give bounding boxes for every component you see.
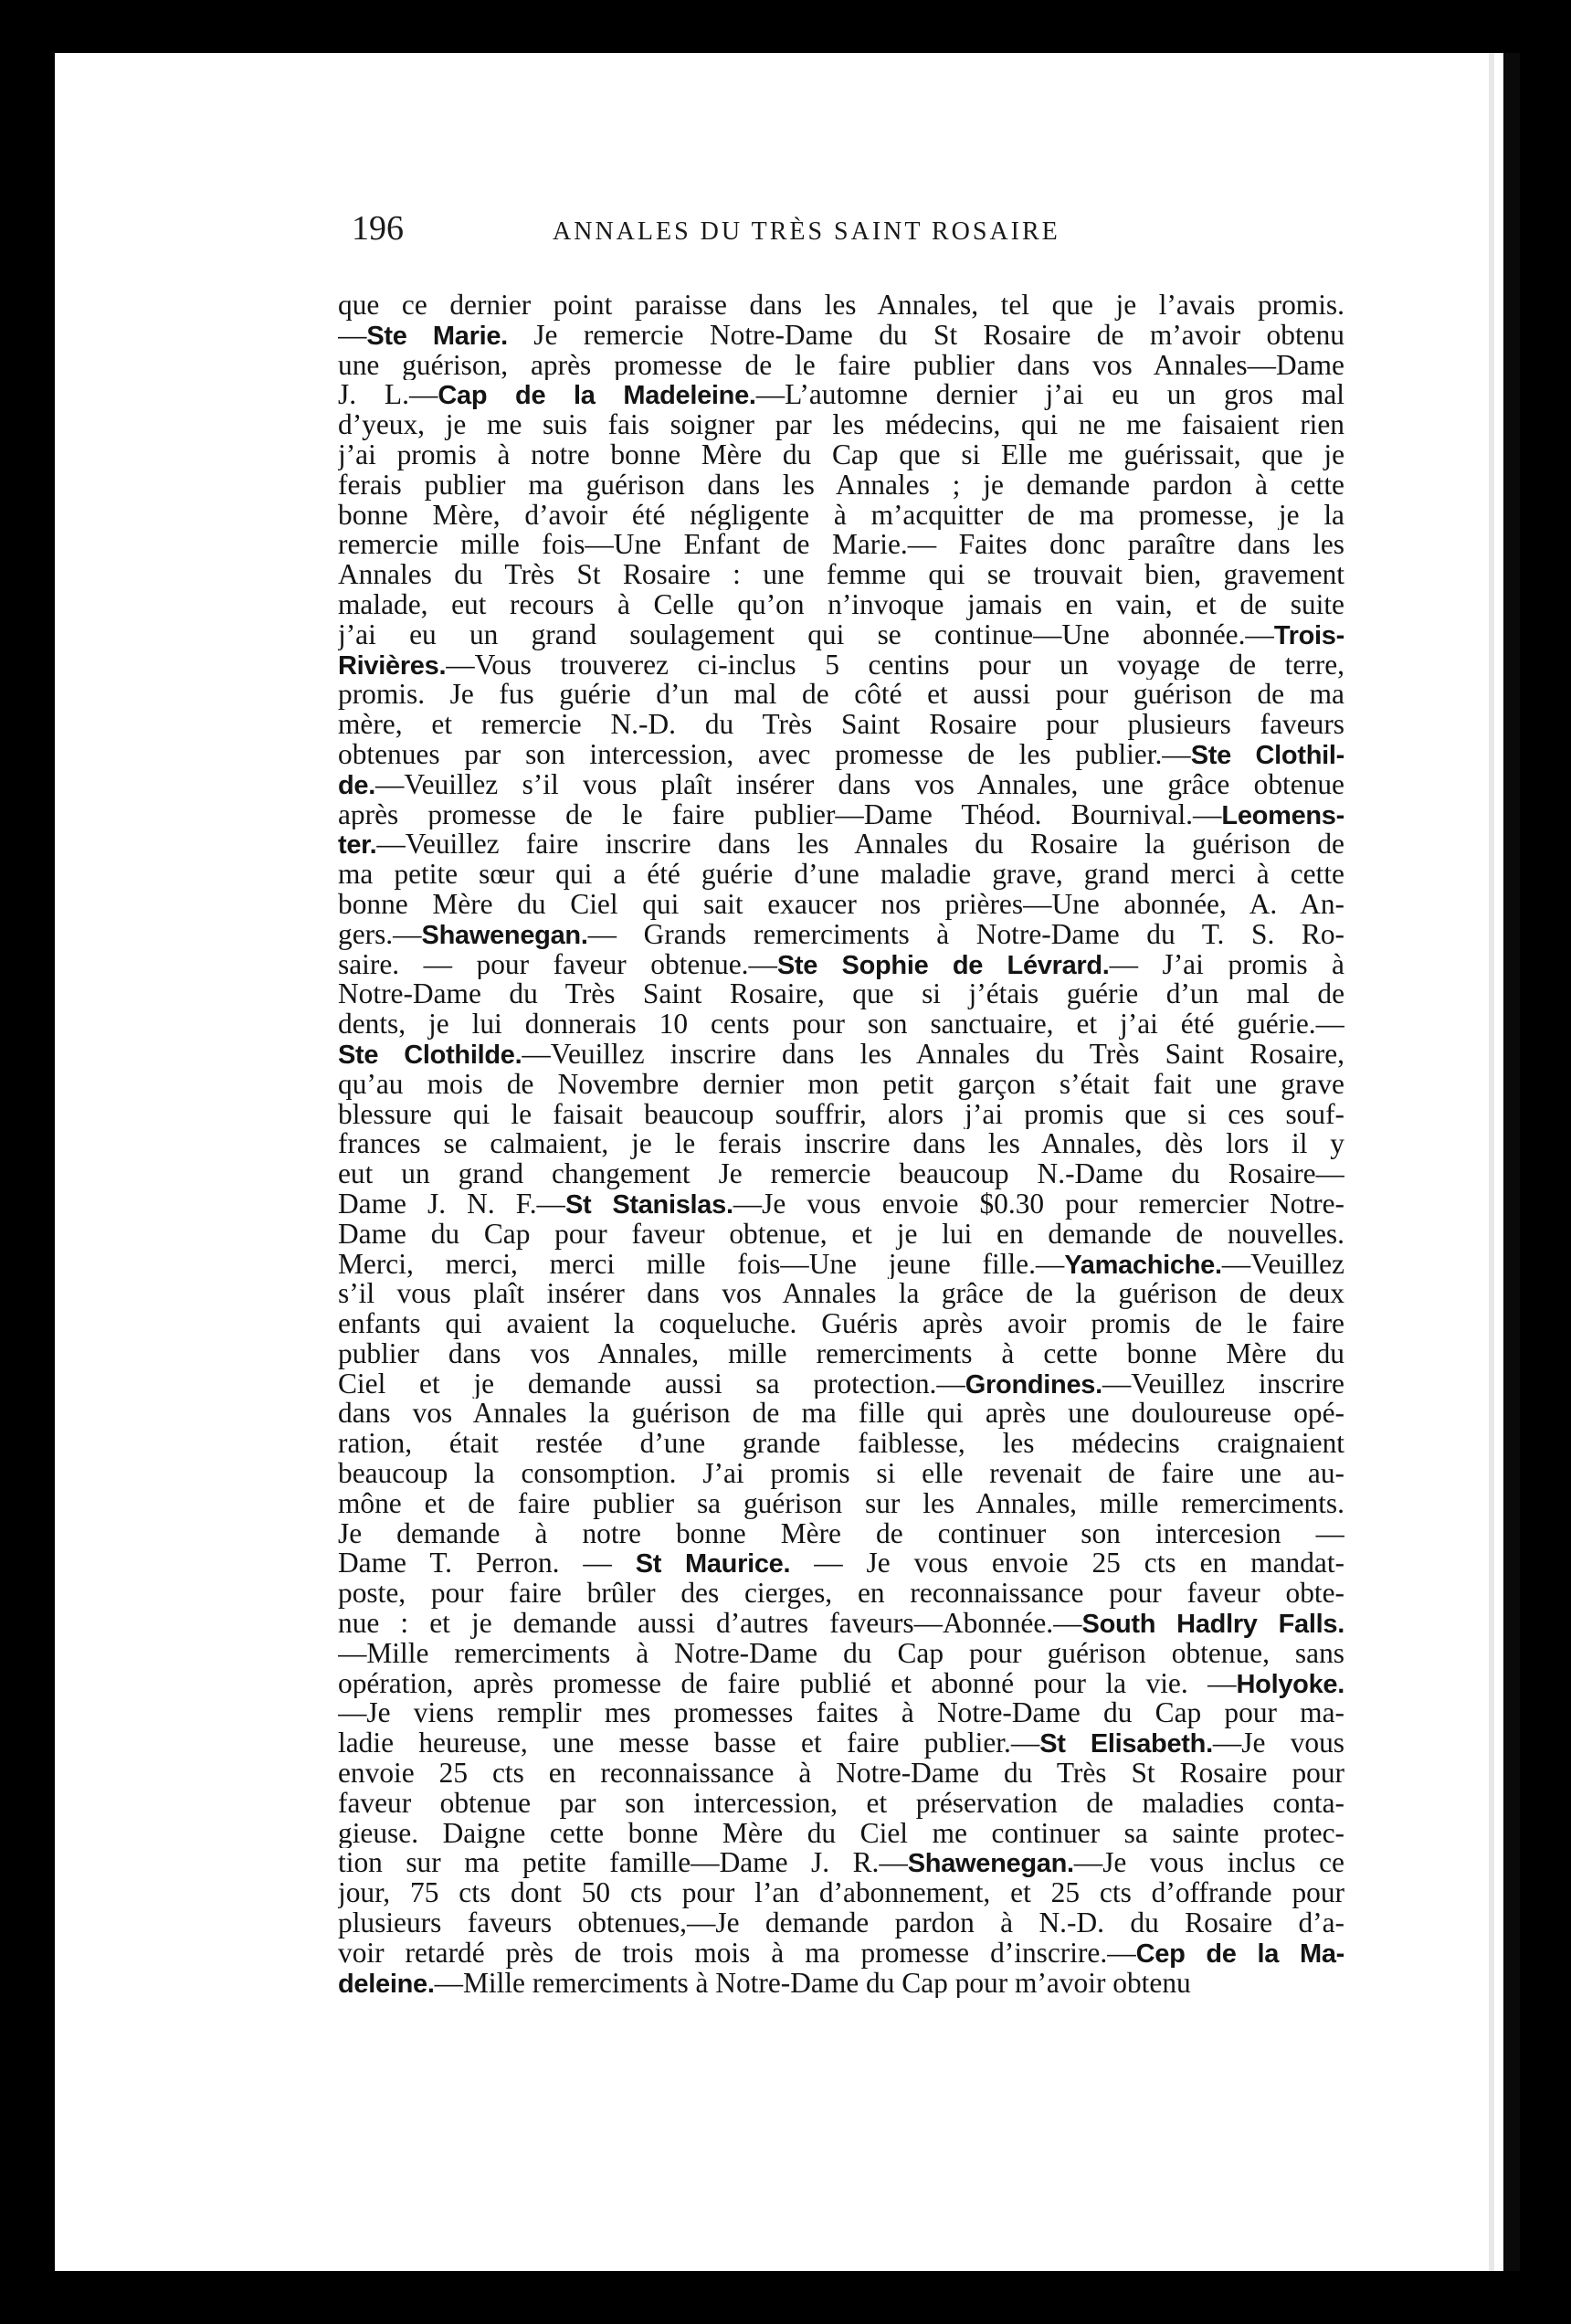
text-line (338, 1040, 1344, 1070)
body-text (338, 290, 1344, 2012)
text-line (338, 1399, 1344, 1429)
text-segment: —Vous trouverez ci-inclus 5 centins pour un voyage de terre, (446, 650, 1344, 681)
page-gutter-edge (1489, 53, 1494, 2271)
place-name: Ste Clothilde. (338, 1040, 522, 1070)
text-line (338, 1669, 1344, 1699)
text-line (338, 1100, 1344, 1130)
place-name: de. (338, 770, 375, 800)
text-line (338, 1698, 1344, 1728)
text-segment: Notre-Dame du Très Saint Rosaire, que si j’étais guérie d’un mal de (338, 979, 1344, 1010)
text-line (338, 890, 1344, 920)
text-segment: d’yeux, je me suis fais soigner par les médecins, qui ne me faisaient rien (338, 410, 1344, 440)
text-line (338, 860, 1344, 890)
place-name: deleine. (338, 1969, 435, 1999)
text-line (338, 680, 1344, 710)
place-name: Trois- (1273, 620, 1344, 650)
text-segment: —Veuillez inscrire (1102, 1368, 1344, 1400)
place-name: South Hadlry Falls. (1081, 1610, 1344, 1639)
text-segment: dans vos Annales la guérison de ma fille qui après une douloureuse opé- (338, 1399, 1344, 1430)
text-segment: qu’au mois de Novembre dernier mon petit garçon s’était fait une grave (338, 1069, 1344, 1100)
text-line (338, 1878, 1344, 1908)
text-segment: Dame du Cap pour faveur obtenue, et je lui en demande de nouvelles. (338, 1219, 1344, 1250)
text-segment: promis. Je fus guérie d’un mal de côté et aussi pour guérison de ma (338, 680, 1344, 711)
text-line (338, 800, 1344, 830)
text-line (338, 1969, 1344, 1999)
text-line (338, 920, 1344, 950)
text-segment: — Je vous envoie 25 cts en mandat- (790, 1548, 1344, 1579)
place-name: St Stanislas. (564, 1189, 733, 1220)
text-segment: voir retardé près de trois mois à ma promesse d’inscrire.— (338, 1938, 1136, 1969)
text-line (338, 950, 1344, 980)
text-segment: Ciel et je demande aussi sa protection.— (338, 1368, 965, 1400)
text-segment: j’ai eu un grand soulagement qui se continue—Une abonnée.— (338, 619, 1274, 650)
place-name: Yamachiche. (1064, 1250, 1222, 1280)
place-name: St Elisabeth. (1039, 1729, 1213, 1759)
text-line (338, 1639, 1344, 1669)
text-segment: poste, pour faire brûler des cierges, en reconnaissance pour faveur obte- (338, 1579, 1344, 1610)
text-segment: blessure qui le faisait beaucoup souffrir, alors j’ai promis que si ces souf- (338, 1099, 1344, 1130)
text-segment: obtenues par son intercession, avec promesse de les publier.— (338, 739, 1191, 770)
text-segment: eut un grand changement Je remercie beaucoup N.-Dame du Rosaire— (338, 1159, 1344, 1189)
text-line (338, 650, 1344, 681)
place-name: Holyoke. (1236, 1669, 1344, 1699)
text-line (338, 1848, 1344, 1878)
text-segment: gieuse. Daigne cette bonne Mère du Ciel me continuer sa sainte protec- (338, 1818, 1344, 1849)
text-line (338, 470, 1344, 501)
text-segment: publier dans vos Annales, mille remerciments à cette bonne Mère du (338, 1338, 1344, 1369)
text-segment: ma petite sœur qui a été guérie d’une maladie grave, grand merci à cette (338, 860, 1344, 890)
text-segment: dents, je lui donnerais 10 cents pour son sanctuaire, et j’ai été guérie.— (338, 1009, 1344, 1040)
text-segment: s’il vous plaît insérer dans vos Annales la grâce de la guérison de deux (338, 1279, 1344, 1310)
text-line (338, 1189, 1344, 1220)
text-segment: mère, et remercie N.-D. du Très Saint Rosaire pour plusieurs faveurs (338, 710, 1344, 740)
text-segment: saire. — pour faveur obtenue.— (338, 949, 777, 980)
text-segment: bonne Mère, d’avoir été négligente à m’acquitter de ma promesse, je la (338, 500, 1344, 531)
text-line (338, 590, 1344, 620)
text-segment: —Veuillez faire inscrire dans les Annales du Rosaire la guérison de (376, 829, 1344, 861)
place-name: Ste Marie. (366, 321, 508, 351)
text-segment: jour, 75 cts dont 50 cts pour l’an d’abonnement, et 25 cts d’offrande pour (338, 1878, 1344, 1909)
text-segment: faveur obtenue par son intercession, et préservation de maladies conta- (338, 1788, 1344, 1819)
text-segment: tion sur ma petite famille—Dame J. R.— (338, 1848, 908, 1879)
text-line (338, 829, 1344, 860)
text-segment: gers.— (338, 919, 422, 950)
text-segment: nue : et je demande aussi d’autres faveurs—Abonnée.— (338, 1609, 1082, 1639)
text-segment: —Je viens remplir mes promesses faites à Notre-Dame du Cap pour ma- (338, 1698, 1344, 1729)
text-segment: —Je vous inclus ce (1073, 1848, 1344, 1879)
text-line (338, 710, 1344, 740)
text-segment: Merci, merci, merci mille fois—Une jeune fille.— (338, 1249, 1065, 1280)
text-line (338, 1519, 1344, 1549)
place-name: Ste Sophie de Lévrard. (776, 950, 1110, 980)
text-line (338, 380, 1344, 410)
text-segment: ration, était restée d’une grande faiblesse, les médecins craignaient (338, 1429, 1344, 1460)
text-segment: mône et de faire publier sa guérison sur les Annales, mille remerciments. (338, 1488, 1344, 1519)
text-segment: bonne Mère du Ciel qui sait exaucer nos prières—Une abonnée, A. An- (338, 889, 1344, 920)
text-line (338, 410, 1344, 440)
text-line (338, 1609, 1344, 1639)
text-segment: frances se calmaient, je le ferais inscrire dans les Annales, dès lors il y (338, 1129, 1344, 1160)
text-segment: beaucoup la consomption. J’ai promis si elle revenait de faire une au- (338, 1459, 1344, 1489)
place-name: Grondines. (965, 1369, 1102, 1400)
running-title: ANNALES DU TRÈS SAINT ROSAIRE (553, 217, 1060, 246)
text-line (338, 560, 1344, 590)
text-segment: —Veuillez inscrire dans les Annales du Très Saint Rosaire, (522, 1039, 1344, 1070)
place-name: Shawenegan. (907, 1849, 1074, 1879)
page-number: 196 (352, 209, 404, 248)
text-line (338, 1459, 1344, 1489)
place-name: St Maurice. (635, 1549, 791, 1579)
text-segment: enfants qui avaient la coqueluche. Guéris après avoir promis de le faire (338, 1309, 1344, 1339)
text-segment: Je demande à notre bonne Mère de continuer son intercesion — (338, 1518, 1344, 1549)
place-name: Shawenegan. (421, 920, 588, 950)
text-line (338, 321, 1344, 351)
text-line (338, 1339, 1344, 1369)
text-segment: remercie mille fois—Une Enfant de Marie.— Faites donc paraître dans les (338, 530, 1344, 561)
text-line (338, 1548, 1344, 1579)
text-segment: j’ai promis à notre bonne Mère du Cap que si Elle me guérissait, que je (338, 439, 1344, 470)
text-segment: —Mille remerciments à Notre-Dame du Cap pour guérison obtenue, sans (338, 1638, 1344, 1669)
text-line (338, 1819, 1344, 1849)
text-segment: —Veuillez s’il vous plaît insérer dans vos Annales, une grâce obtenue (375, 769, 1344, 800)
text-segment: Je remercie Notre-Dame du St Rosaire de m’avoir obtenu (507, 320, 1344, 351)
text-line (338, 1369, 1344, 1400)
text-segment: Dame J. N. F.— (338, 1188, 565, 1220)
text-line (338, 1429, 1344, 1459)
place-name: Cep de la Ma- (1135, 1938, 1344, 1969)
text-line (338, 1309, 1344, 1339)
text-segment: —Veuillez (1221, 1249, 1344, 1280)
text-line (338, 1489, 1344, 1519)
text-line (338, 290, 1344, 321)
text-line (338, 979, 1344, 1009)
text-line (338, 1220, 1344, 1250)
text-segment: ladie heureuse, une messe basse et faire publier.— (338, 1728, 1040, 1759)
text-segment: une guérison, après promesse de le faire publier dans vos Annales—Dame (338, 350, 1344, 381)
text-line (338, 501, 1344, 531)
text-segment: —Mille remerciments à Notre-Dame du Cap pour m’avoir obtenu (434, 1968, 1191, 1999)
text-line (338, 1938, 1344, 1969)
text-segment: — Grands remerciments à Notre-Dame du T. S. Ro- (587, 919, 1344, 950)
text-line (338, 1579, 1344, 1609)
text-segment: —Je vous envoie $0.30 pour remercier Notre- (733, 1188, 1344, 1220)
text-line (338, 1159, 1344, 1189)
text-segment: Dame T. Perron. — (338, 1548, 636, 1579)
place-name: Rivières. (338, 650, 447, 681)
text-line (338, 1250, 1344, 1280)
text-line (338, 1129, 1344, 1159)
text-segment: que ce dernier point paraisse dans les Annales, tel que je l’avais promis. (338, 290, 1344, 321)
text-segment: — J’ai promis à (1109, 949, 1344, 980)
text-line (338, 1908, 1344, 1938)
text-segment: malade, eut recours à Celle qu’on n’invoque jamais en vain, et de suite (338, 589, 1344, 620)
text-line (338, 1279, 1344, 1309)
place-name: Cap de la Madeleine. (438, 381, 756, 411)
text-line (338, 1009, 1344, 1040)
text-line (338, 1070, 1344, 1100)
book-spine-shadow (1503, 53, 1520, 2271)
text-segment: plusieurs faveurs obtenues,—Je demande pardon à N.-D. du Rosaire d’a- (338, 1908, 1344, 1938)
text-line (338, 770, 1344, 800)
text-line (338, 351, 1344, 381)
place-name: Leomens- (1221, 800, 1344, 830)
text-segment: — (338, 320, 367, 351)
text-line (338, 740, 1344, 770)
text-segment: —L’automne dernier j’ai eu un gros mal (755, 380, 1344, 411)
text-segment: opération, après promesse de faire publié et abonné pour la vie. — (338, 1668, 1237, 1699)
text-segment: —Je vous (1212, 1728, 1344, 1759)
text-segment: J. L.— (338, 380, 438, 411)
place-name: Ste Clothil- (1190, 740, 1344, 770)
text-line (338, 1759, 1344, 1789)
text-line (338, 440, 1344, 470)
text-line (338, 620, 1344, 650)
text-line (338, 1728, 1344, 1759)
text-segment: ferais publier ma guérison dans les Annales ; je demande pardon à cette (338, 470, 1344, 501)
text-segment: après promesse de le faire publier—Dame Théod. Bournival.— (338, 799, 1222, 830)
place-name: ter. (338, 830, 377, 861)
text-line (338, 530, 1344, 560)
text-line (338, 1789, 1344, 1819)
text-segment: envoie 25 cts en reconnaissance à Notre-Dame du Très St Rosaire pour (338, 1759, 1344, 1789)
text-segment: Annales du Très St Rosaire : une femme qui se trouvait bien, gravement (338, 560, 1344, 590)
page-header (352, 208, 1361, 254)
